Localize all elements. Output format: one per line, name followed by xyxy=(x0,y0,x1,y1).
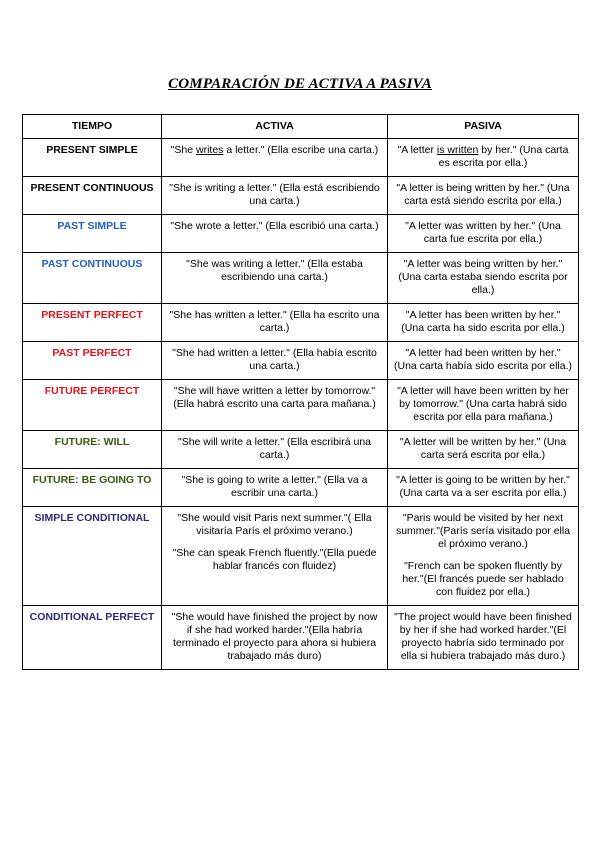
passive-example: "The project would have been finished by her if she had worked harder."(El proyecto habría sido terminado por ella si hubiera trabajado más duro.) xyxy=(394,611,572,662)
passive-cell xyxy=(388,253,579,304)
table-row xyxy=(23,139,579,177)
active-example: "She writes a letter." (Ella escribe una carta.) xyxy=(170,144,379,156)
header-passive: PASIVA xyxy=(388,115,579,139)
header-tense: TIEMPO xyxy=(23,115,162,139)
passive-example: "French can be spoken fluently by her."(El francés puede ser hablado con fluidez por ella.) xyxy=(402,560,564,598)
passive-example: "A letter was being written by her." (Una carta estaba siendo escrita por ella.) xyxy=(398,258,568,296)
tense-cell: PAST CONTINUOUS xyxy=(23,253,162,304)
active-cell xyxy=(162,380,388,431)
passive-example: "A letter is written by her." (Una carta es escrita por ella.) xyxy=(397,144,569,169)
page-title: COMPARACIÓN DE ACTIVA A PASIVA xyxy=(168,76,432,92)
tense-cell: PAST PERFECT xyxy=(23,342,162,380)
passive-cell xyxy=(388,215,579,253)
passive-cell xyxy=(388,606,579,670)
active-cell xyxy=(162,215,388,253)
table-row xyxy=(23,177,579,215)
table-row xyxy=(23,342,579,380)
active-example: "She had written a letter." (Ella había escrito una carta.) xyxy=(172,347,377,372)
passive-cell xyxy=(388,507,579,606)
active-cell xyxy=(162,304,388,342)
passive-cell xyxy=(388,431,579,469)
passive-example: "A letter was written by her." (Una carta fue escrita por ella.) xyxy=(405,220,561,245)
active-example: "She would have finished the project by now if she had worked harder."(Ella habría terminado el proyecto para ahora si hubiera trabajado más duro) xyxy=(171,611,378,662)
active-example: "She was writing a letter." (Ella estaba escribiendo una carta.) xyxy=(186,258,363,283)
tense-cell: PRESENT CONTINUOUS xyxy=(23,177,162,215)
active-cell xyxy=(162,469,388,507)
tense-cell: FUTURE: WILL xyxy=(23,431,162,469)
active-cell xyxy=(162,606,388,670)
passive-example: "A letter is being written by her." (Una carta está siendo escrita por ella.) xyxy=(396,182,570,207)
tense-cell: FUTURE: BE GOING TO xyxy=(23,469,162,507)
active-example: "She is going to write a letter." (Ella va a escribir una carta.) xyxy=(181,474,368,499)
active-cell xyxy=(162,431,388,469)
underlined-verb: writes xyxy=(196,144,224,156)
tense-cell: FUTURE PERFECT xyxy=(23,380,162,431)
table-row xyxy=(23,304,579,342)
passive-cell xyxy=(388,469,579,507)
tense-cell: PAST SIMPLE xyxy=(23,215,162,253)
header-active: ACTIVA xyxy=(162,115,388,139)
active-cell xyxy=(162,253,388,304)
passive-cell xyxy=(388,177,579,215)
table-row xyxy=(23,606,579,670)
tense-cell: SIMPLE CONDITIONAL xyxy=(23,507,162,606)
passive-example: "A letter had been written by her." (Una carta había sido escrita por ella.) xyxy=(394,347,573,372)
passive-example: "A letter will have been written by her by tomorrow." (Una carta habrá sido escrita por ella para mañana.) xyxy=(397,385,569,423)
passive-cell xyxy=(388,342,579,380)
active-cell xyxy=(162,342,388,380)
active-example: "She has written a letter." (Ella ha escrito una carta.) xyxy=(169,309,380,334)
comparison-table xyxy=(22,114,579,670)
active-example: "She is writing a letter." (Ella está escribiendo una carta.) xyxy=(169,182,380,207)
header-row xyxy=(23,115,579,139)
table-row xyxy=(23,469,579,507)
passive-example: "A letter is going to be written by her." (Una carta va a ser escrita por ella.) xyxy=(396,474,570,499)
active-cell xyxy=(162,177,388,215)
active-cell xyxy=(162,139,388,177)
active-example: "She can speak French fluently."(Ella puede hablar francés con fluidez) xyxy=(172,547,377,572)
passive-example: "Paris would be visited by her next summer."(París sería visitado por ella el próximo verano.) xyxy=(395,512,571,550)
passive-example: "A letter has been written by her." (Una carta ha sido escrita por ella.) xyxy=(401,309,565,334)
table-row xyxy=(23,507,579,606)
table-row xyxy=(23,431,579,469)
active-cell xyxy=(162,507,388,606)
table-row xyxy=(23,253,579,304)
underlined-verb: is written xyxy=(436,144,479,156)
passive-cell xyxy=(388,304,579,342)
tense-cell: PRESENT SIMPLE xyxy=(23,139,162,177)
active-example: "She will write a letter." (Ella escribirá una carta.) xyxy=(177,436,372,461)
passive-cell xyxy=(388,139,579,177)
tense-cell: CONDITIONAL PERFECT xyxy=(23,606,162,670)
table-row xyxy=(23,380,579,431)
active-example: "She would visit Paris next summer."( Ella visitaría París el próximo verano.) xyxy=(177,512,372,537)
active-example: "She wrote a letter." (Ella escribió una carta.) xyxy=(170,220,379,232)
tense-cell: PRESENT PERFECT xyxy=(23,304,162,342)
active-example: "She will have written a letter by tomorrow." (Ella habrá escrito una carta para mañana.) xyxy=(173,385,376,410)
passive-example: "A letter will be written by her." (Una carta será escrita por ella.) xyxy=(399,436,567,461)
passive-cell xyxy=(388,380,579,431)
table-row xyxy=(23,215,579,253)
